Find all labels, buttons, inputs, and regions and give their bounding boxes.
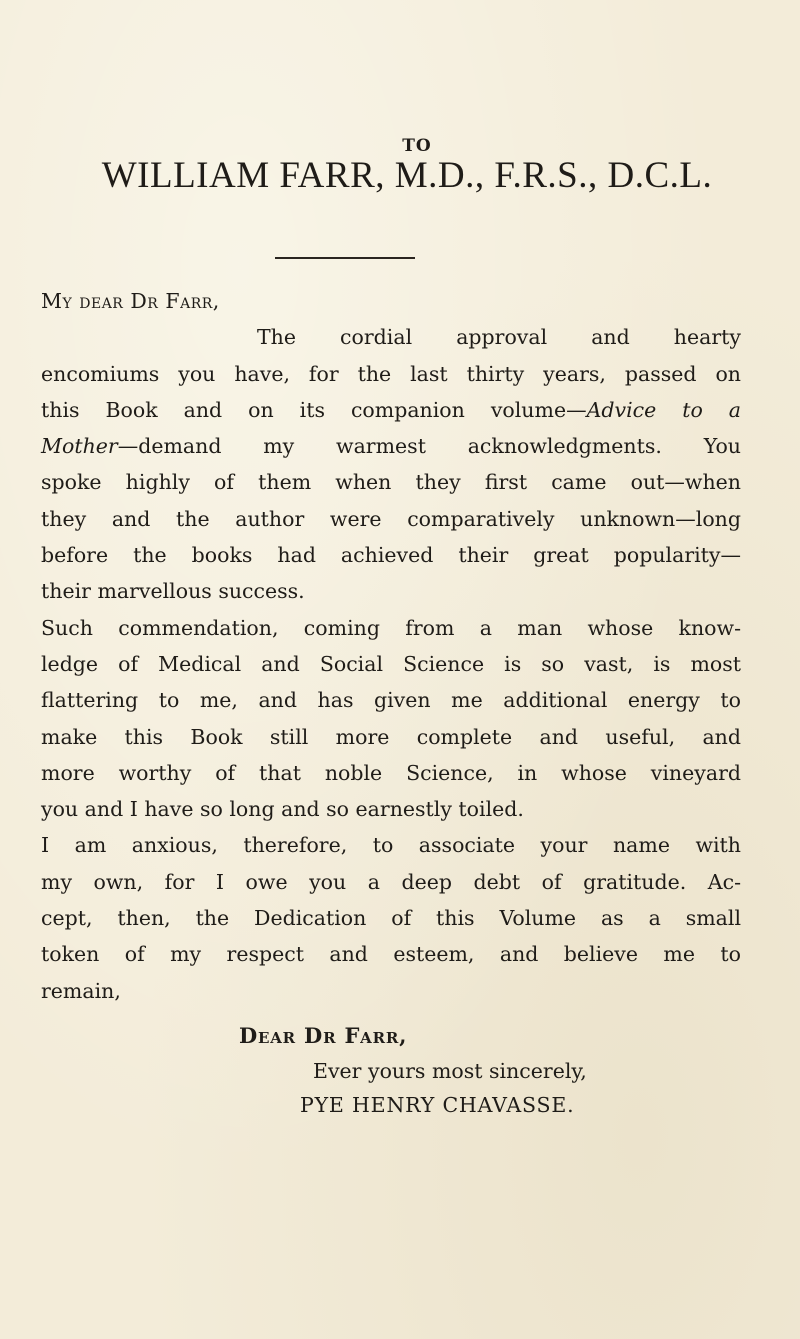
letter-line: The cordial approval and hearty — [257, 325, 741, 350]
letter-line-with-title — [41, 428, 741, 464]
closing-salutation: Dear Dr Farr, — [239, 1023, 408, 1048]
letter-line-part: this Book and on its companion volume— — [41, 397, 587, 422]
letter-line: more worthy of that noble Science, in whose vineyard — [41, 760, 741, 785]
letter-line: encomiums you have, for the last thirty years, passed on — [41, 361, 741, 386]
book-title-italic: Advice to a — [586, 397, 741, 422]
letter-body — [41, 283, 741, 1009]
dedication-to-label: TO — [402, 136, 432, 156]
letter-line: spoke highly of them when they first came out—when — [41, 470, 741, 495]
letter-line: you and I have so long and so earnestly toiled. — [41, 797, 524, 822]
letter-line: their marvellous success. — [41, 579, 305, 604]
closing-line: Ever yours most sincerely, — [313, 1059, 587, 1083]
letter-line-with-title — [41, 392, 741, 428]
letter-line: token of my respect and esteem, and believe me to — [41, 942, 741, 967]
letter-line: flattering to me, and has given me additional energy to — [41, 688, 741, 713]
letter-line: make this Book still more complete and useful, and — [41, 724, 741, 749]
letter-line: before the books had achieved their great popularity— — [41, 543, 741, 568]
divider-rule — [275, 257, 415, 259]
dedicatee-name: WILLIAM FARR, M.D., F.R.S., D.C.L. — [101, 155, 713, 196]
letter-salutation: My dear Dr Farr, — [41, 289, 220, 313]
signature: PYE HENRY CHAVASSE. — [300, 1093, 575, 1117]
book-title-italic-cont: Mother — [41, 434, 118, 459]
letter-line: I am anxious, therefore, to associate your name with — [41, 833, 741, 858]
letter-line: cept, then, the Dedication of this Volume as a small — [41, 906, 741, 931]
letter-line: ledge of Medical and Social Science is so vast, is most — [41, 651, 741, 676]
letter-line: my own, for I owe you a deep debt of gratitude. Ac- — [41, 869, 741, 894]
letter-line: Such commendation, coming from a man whose know- — [41, 615, 741, 640]
letter-line: remain, — [41, 978, 121, 1003]
letter-line-part: —demand my warmest acknowledgments. You — [117, 434, 741, 459]
letter-line: they and the author were comparatively unknown—long — [41, 506, 741, 531]
